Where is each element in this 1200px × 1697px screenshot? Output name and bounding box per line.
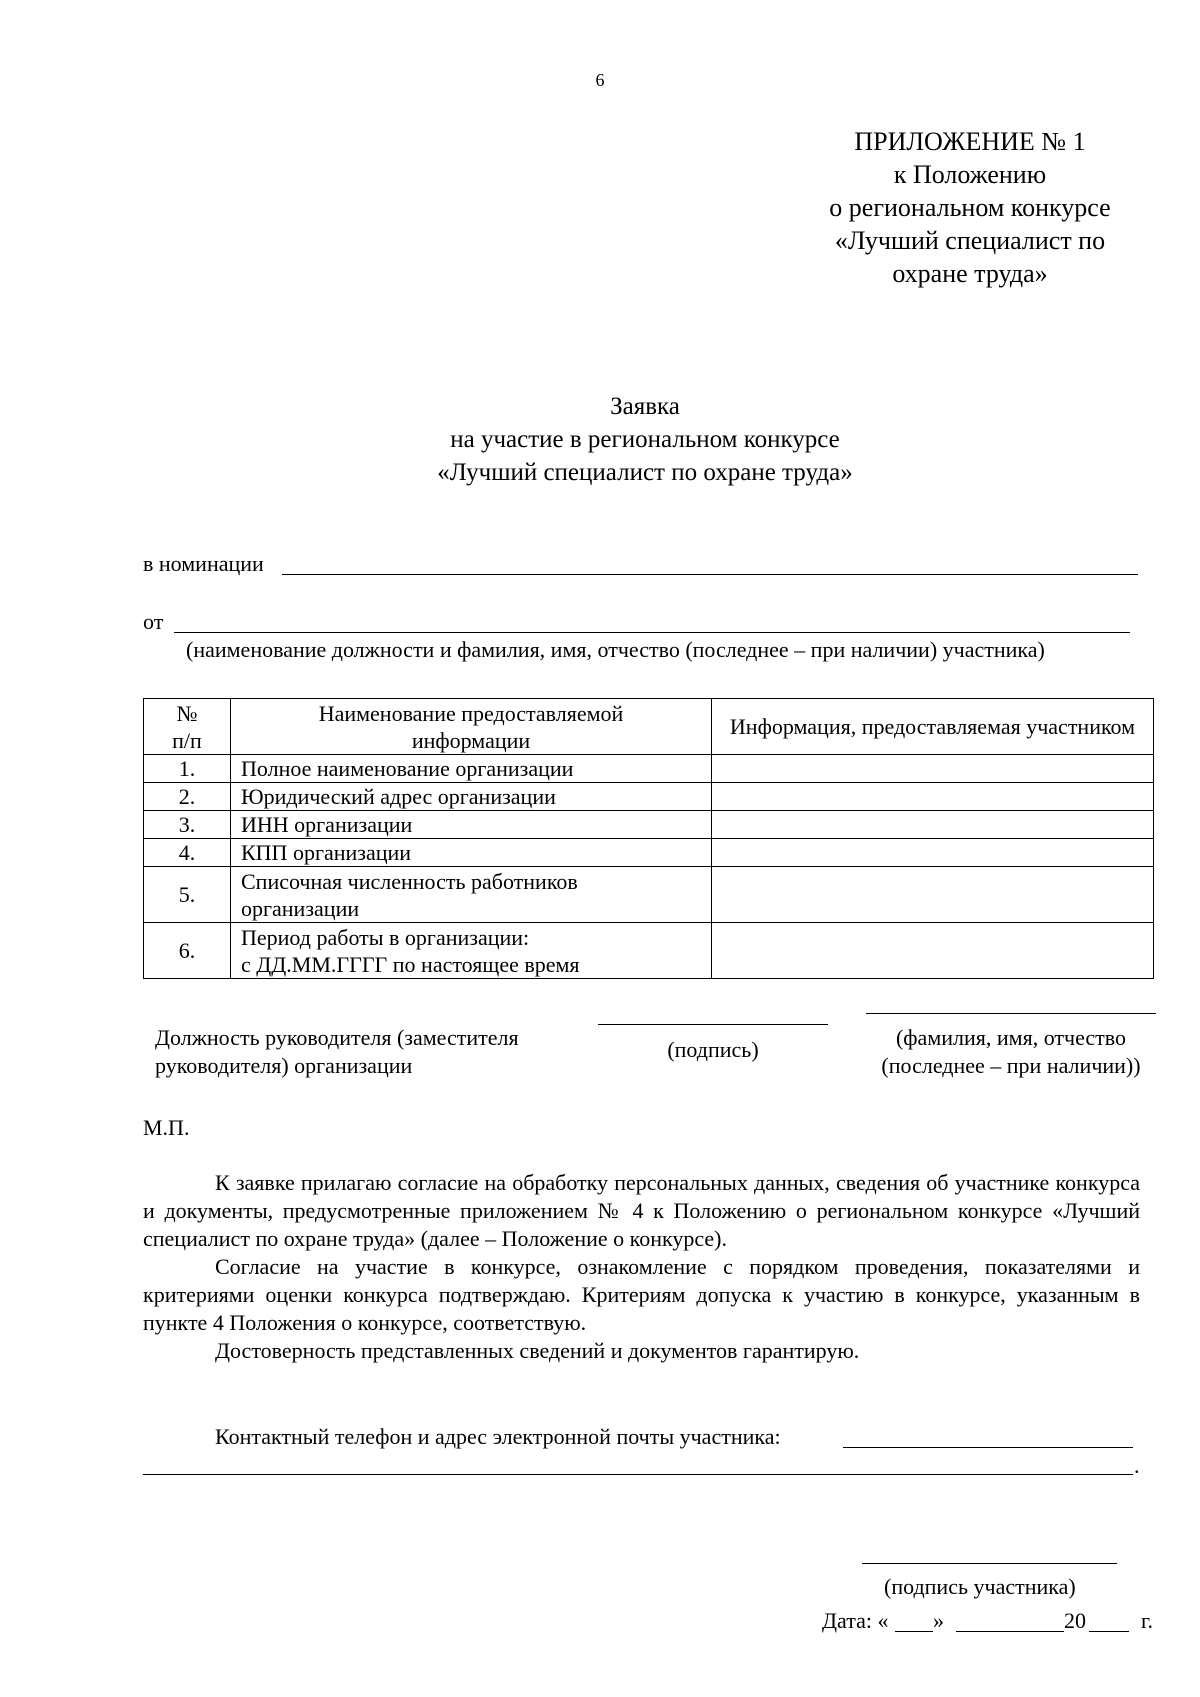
table-row bbox=[144, 783, 1154, 811]
page-number: 6 bbox=[595, 70, 605, 90]
participant-signature-hint: (подпись участника) bbox=[884, 1574, 1076, 1599]
row-name: Списочная численность работников организации bbox=[231, 867, 712, 923]
from-field[interactable] bbox=[174, 632, 1130, 633]
info-table bbox=[143, 698, 1154, 979]
appendix-line: охране труда» bbox=[892, 259, 1048, 288]
appendix-line: к Положению bbox=[893, 160, 1047, 189]
row-name: Период работы в организации: с ДД.ММ.ГГГГ по настоящее время bbox=[231, 923, 712, 979]
appendix-line: о региональном конкурсе bbox=[829, 193, 1111, 222]
title-line: Заявка bbox=[610, 393, 680, 420]
full-name-field[interactable] bbox=[866, 1013, 1156, 1014]
date-year-suffix: г. bbox=[1141, 1608, 1154, 1633]
table-header-row bbox=[144, 699, 1154, 755]
contact-field-continued[interactable] bbox=[143, 1474, 1133, 1475]
contact-end-dot: . bbox=[1134, 1453, 1140, 1478]
body-paragraph: К заявке прилагаю согласие на обработку персональных данных, сведения об участнике конкурса и документы, предусмотренные приложением № 4 к Положению о региональном конкурсе «Лучший специалист по охране труда» (далее – Положение о конкурсе). bbox=[143, 1170, 1140, 1251]
date-year-prefix: 20 bbox=[1064, 1608, 1086, 1633]
body-paragraph: Согласие на участие в конкурсе, ознакомление с порядком проведения, показателями и критериями оценки конкурса подтверждаю. Критериям допуска к участию в конкурсе, указанным в пункте 4 Положения о конкурсе, соответствую. bbox=[143, 1254, 1140, 1335]
nomination-field[interactable] bbox=[282, 574, 1138, 575]
row-info-cell[interactable] bbox=[712, 783, 1154, 811]
nomination-label: в номинации bbox=[143, 551, 264, 576]
row-num: 6. bbox=[144, 923, 231, 979]
table-row bbox=[144, 923, 1154, 979]
table-row bbox=[144, 839, 1154, 867]
date-quote-close: » bbox=[933, 1608, 944, 1633]
contact-field[interactable] bbox=[843, 1447, 1133, 1448]
row-num: 5. bbox=[144, 867, 231, 923]
header-info: Информация, предоставляемая участником bbox=[712, 699, 1154, 755]
signature-field[interactable] bbox=[598, 1024, 828, 1025]
appendix-header bbox=[820, 125, 1120, 290]
row-num: 3. bbox=[144, 811, 231, 839]
appendix-line: ПРИЛОЖЕНИЕ № 1 bbox=[854, 127, 1086, 156]
table-row bbox=[144, 755, 1154, 783]
stamp-label: М.П. bbox=[143, 1115, 190, 1140]
row-num: 1. bbox=[144, 755, 231, 783]
date-month-field[interactable] bbox=[956, 1631, 1064, 1632]
header-num: № п/п bbox=[144, 699, 231, 755]
row-info-cell[interactable] bbox=[712, 867, 1154, 923]
full-name-hint: (фамилия, имя, отчество (последнее – при наличии)) bbox=[881, 1025, 1141, 1078]
participant-signature-field[interactable] bbox=[862, 1563, 1117, 1564]
document-title bbox=[0, 390, 1200, 489]
title-line: на участие в региональном конкурсе bbox=[450, 426, 840, 453]
row-info-cell[interactable] bbox=[712, 755, 1154, 783]
row-num: 2. bbox=[144, 783, 231, 811]
row-name: ИНН организации bbox=[231, 811, 712, 839]
date-label: Дата: « bbox=[822, 1608, 889, 1633]
from-hint: (наименование должности и фамилия, имя, отчество (последнее – при наличии) участника) bbox=[186, 637, 1045, 662]
row-num: 4. bbox=[144, 839, 231, 867]
row-info-cell[interactable] bbox=[712, 811, 1154, 839]
from-label: от bbox=[143, 609, 164, 634]
header-name: Наименование предоставляемой информации bbox=[231, 699, 712, 755]
row-info-cell[interactable] bbox=[712, 923, 1154, 979]
signature-hint: (подпись) bbox=[667, 1037, 759, 1062]
row-name: КПП организации bbox=[231, 839, 712, 867]
title-line: «Лучший специалист по охране труда» bbox=[437, 459, 853, 486]
table-row bbox=[144, 867, 1154, 923]
row-name: Юридический адрес организации bbox=[231, 783, 712, 811]
appendix-line: «Лучший специалист по bbox=[834, 226, 1106, 255]
date-day-field[interactable] bbox=[895, 1631, 933, 1632]
table-row bbox=[144, 811, 1154, 839]
contact-label: Контактный телефон и адрес электронной почты участника: bbox=[215, 1424, 781, 1449]
row-info-cell[interactable] bbox=[712, 839, 1154, 867]
body-paragraph: Достоверность представленных сведений и документов гарантирую. bbox=[215, 1338, 860, 1363]
position-label: Должность руководителя (заместителя руководителя) организации bbox=[155, 1025, 519, 1078]
date-year-field[interactable] bbox=[1089, 1631, 1129, 1632]
row-name: Полное наименование организации bbox=[231, 755, 712, 783]
